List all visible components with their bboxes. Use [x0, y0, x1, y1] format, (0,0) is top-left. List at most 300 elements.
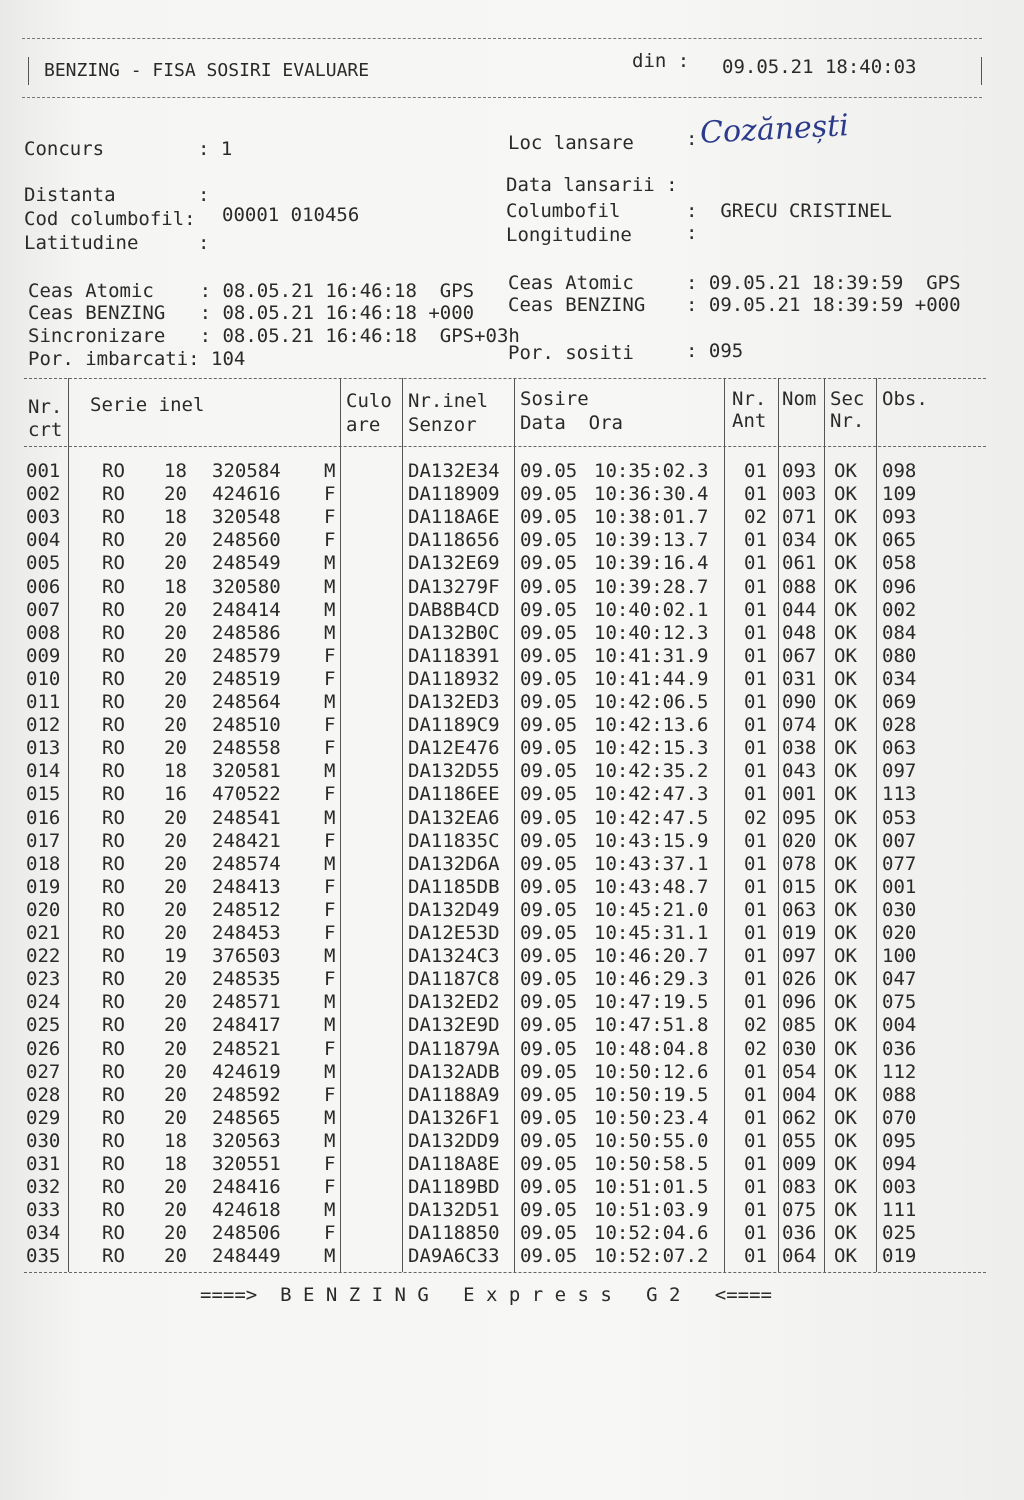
cell-year: 20: [164, 691, 187, 713]
cell-year: 20: [164, 991, 187, 1014]
cell-nom: 083: [782, 1176, 817, 1199]
cell-time: 10:36:30.4: [594, 483, 709, 506]
cell-date: 09.05: [520, 1199, 578, 1222]
cell-ring: 248541: [212, 806, 281, 829]
cell-sensor: DA132E34: [408, 460, 500, 482]
cell-sensor: DA132B0C: [408, 621, 500, 644]
cell-sensor: DA118850: [408, 1222, 500, 1245]
cell-year: 16: [164, 783, 187, 806]
cell-sec: OK: [834, 529, 857, 552]
cell-sex: F: [324, 875, 336, 898]
th-nr-ant-1: Nr.: [732, 388, 767, 410]
cell-ring: 248549: [212, 552, 281, 575]
header-right-bar: [981, 57, 982, 85]
concurs-label: Concurs: [24, 138, 105, 160]
cell-nom: 088: [782, 575, 817, 598]
cell-crt: 013: [26, 737, 61, 760]
table-row: [24, 1107, 990, 1130]
cell-ant: 01: [744, 598, 767, 621]
table-row: [24, 1199, 990, 1222]
cell-sec: OK: [834, 737, 857, 760]
cell-obs: 003: [882, 1176, 917, 1199]
table-row: [24, 853, 990, 876]
table-row: [24, 622, 990, 645]
cell-crt: 004: [26, 529, 61, 552]
cell-country: RO: [102, 1037, 125, 1060]
cell-country: RO: [102, 852, 125, 875]
cell-ring: 248416: [212, 1176, 281, 1199]
cell-crt: 025: [26, 1014, 61, 1037]
cell-crt: 034: [26, 1222, 61, 1245]
cell-sec: OK: [834, 852, 857, 875]
cell-sensor: DA132D55: [408, 760, 500, 783]
cell-time: 10:40:12.3: [594, 621, 709, 644]
cell-time: 10:42:13.6: [594, 714, 709, 737]
cell-ant: 01: [744, 552, 767, 575]
table-row: [24, 691, 990, 714]
cell-sex: M: [324, 1106, 336, 1129]
cell-nom: 004: [782, 1083, 817, 1106]
cell-sensor: DA118656: [408, 529, 500, 552]
cell-country: RO: [102, 691, 125, 713]
cell-ring: 248506: [212, 1222, 281, 1245]
cell-nom: 043: [782, 760, 817, 783]
cell-sec: OK: [834, 806, 857, 829]
table-top-rule: [24, 378, 986, 379]
cell-sensor: DA9A6C33: [408, 1245, 500, 1268]
cell-year: 20: [164, 852, 187, 875]
th-sosire: Sosire: [520, 388, 589, 410]
cell-time: 10:47:51.8: [594, 1014, 709, 1037]
cell-sec: OK: [834, 783, 857, 806]
cell-date: 09.05: [520, 667, 578, 690]
cell-sec: OK: [834, 1199, 857, 1222]
table-row: [24, 1014, 990, 1037]
cell-nom: 061: [782, 552, 817, 575]
cell-country: RO: [102, 598, 125, 621]
th-data-ora: Data Ora: [520, 412, 623, 434]
cell-ring: 320580: [212, 575, 281, 598]
table-row: [24, 668, 990, 691]
cell-year: 20: [164, 922, 187, 944]
cell-nom: 026: [782, 968, 817, 991]
cell-year: 20: [164, 806, 187, 829]
table-row: [24, 945, 990, 968]
loc-lansare-handwritten: Cozănești: [699, 108, 850, 151]
cell-time: 10:46:29.3: [594, 968, 709, 991]
por-sositi-label: Por. sositi: [508, 342, 634, 364]
cell-sec: OK: [834, 1037, 857, 1060]
cell-date: 09.05: [520, 1037, 578, 1060]
cell-time: 10:38:01.7: [594, 506, 709, 529]
cell-time: 10:35:02.3: [594, 460, 709, 482]
ceas-benzing-end-label: Ceas BENZING: [508, 294, 646, 316]
table-row: [24, 899, 990, 922]
th-are: are: [346, 414, 381, 436]
cell-ring: 376503: [212, 945, 281, 968]
cell-obs: 053: [882, 806, 917, 829]
cell-nom: 078: [782, 852, 817, 875]
cell-crt: 016: [26, 806, 61, 829]
cell-sec: OK: [834, 968, 857, 991]
cell-ant: 01: [744, 483, 767, 506]
cell-sensor: DA11835C: [408, 829, 500, 852]
table-row: [24, 737, 990, 760]
cell-date: 09.05: [520, 483, 578, 506]
cell-ring: 320551: [212, 1153, 281, 1175]
cell-sec: OK: [834, 1106, 857, 1129]
cell-ant: 01: [744, 875, 767, 898]
cell-year: 18: [164, 506, 187, 529]
cell-time: 10:47:19.5: [594, 991, 709, 1014]
cod-columbofil-label: Cod columbofil:: [24, 208, 196, 230]
cell-sex: M: [324, 460, 336, 482]
cell-nom: 095: [782, 806, 817, 829]
cell-date: 09.05: [520, 598, 578, 621]
cell-ant: 01: [744, 991, 767, 1014]
cell-sex: M: [324, 1060, 336, 1083]
cell-year: 20: [164, 1199, 187, 1222]
cell-ring: 248510: [212, 714, 281, 737]
cell-sex: F: [324, 898, 336, 921]
cell-nom: 067: [782, 644, 817, 667]
cell-country: RO: [102, 991, 125, 1014]
cell-ring: 470522: [212, 783, 281, 806]
cell-date: 09.05: [520, 1106, 578, 1129]
cell-nom: 062: [782, 1106, 817, 1129]
cell-ant: 01: [744, 922, 767, 944]
cell-sec: OK: [834, 1176, 857, 1199]
cell-obs: 002: [882, 598, 917, 621]
cell-country: RO: [102, 552, 125, 575]
cell-sensor: DA12E476: [408, 737, 500, 760]
cell-crt: 011: [26, 691, 61, 713]
cell-sec: OK: [834, 1083, 857, 1106]
cell-sec: OK: [834, 621, 857, 644]
cell-crt: 014: [26, 760, 61, 783]
din-label: din :: [632, 50, 690, 72]
cell-nom: 009: [782, 1153, 817, 1175]
cell-year: 20: [164, 644, 187, 667]
cell-obs: 070: [882, 1106, 917, 1129]
cell-sec: OK: [834, 1014, 857, 1037]
cell-time: 10:50:19.5: [594, 1083, 709, 1106]
por-imbarcati: Por. imbarcati: 104: [28, 348, 246, 370]
cell-sensor: DA11879A: [408, 1037, 500, 1060]
cell-time: 10:46:20.7: [594, 945, 709, 968]
cell-ant: 01: [744, 783, 767, 806]
cell-country: RO: [102, 1176, 125, 1199]
cell-ring: 248579: [212, 644, 281, 667]
table-row: [24, 1176, 990, 1199]
cell-country: RO: [102, 1245, 125, 1268]
cell-ant: 01: [744, 945, 767, 968]
cell-ant: 01: [744, 852, 767, 875]
cell-date: 09.05: [520, 691, 578, 713]
cell-year: 20: [164, 829, 187, 852]
cell-obs: 020: [882, 922, 917, 944]
cell-obs: 030: [882, 898, 917, 921]
report-title: BENZING - FISA SOSIRI EVALUARE: [44, 60, 370, 81]
th-crt: crt: [28, 419, 63, 441]
cell-obs: 058: [882, 552, 917, 575]
footer-banner: ====> B E N Z I N G E x p r e s s G 2 <====: [200, 1284, 772, 1306]
cell-sex: M: [324, 1129, 336, 1152]
cell-ring: 248414: [212, 598, 281, 621]
table-row: [24, 483, 990, 506]
cell-obs: 028: [882, 714, 917, 737]
cell-time: 10:40:02.1: [594, 598, 709, 621]
cell-country: RO: [102, 667, 125, 690]
cell-nom: 001: [782, 783, 817, 806]
th-nr-inel: Nr.inel: [408, 390, 489, 412]
table-row: [24, 830, 990, 853]
cell-sensor: DA132D6A: [408, 852, 500, 875]
cell-nom: 063: [782, 898, 817, 921]
cell-country: RO: [102, 506, 125, 529]
cell-ring: 248558: [212, 737, 281, 760]
cell-ant: 01: [744, 644, 767, 667]
loc-lansare-label: Loc lansare: [508, 132, 634, 154]
cell-sensor: DA1186EE: [408, 783, 500, 806]
cell-ring: 248512: [212, 898, 281, 921]
cell-obs: 034: [882, 667, 917, 690]
cell-ant: 02: [744, 1037, 767, 1060]
cell-sec: OK: [834, 945, 857, 968]
cell-country: RO: [102, 483, 125, 506]
cell-ring: 320584: [212, 460, 281, 482]
cell-crt: 001: [26, 460, 61, 482]
cell-country: RO: [102, 621, 125, 644]
cell-time: 10:50:12.6: [594, 1060, 709, 1083]
cell-ring: 424616: [212, 483, 281, 506]
cell-time: 10:41:31.9: [594, 644, 709, 667]
cell-obs: 112: [882, 1060, 917, 1083]
cell-date: 09.05: [520, 760, 578, 783]
cell-country: RO: [102, 1083, 125, 1106]
cell-sec: OK: [834, 1060, 857, 1083]
cell-year: 20: [164, 1083, 187, 1106]
cell-crt: 024: [26, 991, 61, 1014]
cell-ant: 01: [744, 737, 767, 760]
cell-sensor: DA132DD9: [408, 1129, 500, 1152]
cell-ant: 01: [744, 1060, 767, 1083]
th-serie-inel: Serie inel: [90, 394, 205, 416]
cell-crt: 019: [26, 875, 61, 898]
cell-time: 10:50:58.5: [594, 1153, 709, 1175]
cell-time: 10:45:31.1: [594, 922, 709, 944]
cell-crt: 009: [26, 644, 61, 667]
cell-nom: 038: [782, 737, 817, 760]
cell-time: 10:43:37.1: [594, 852, 709, 875]
cell-nom: 034: [782, 529, 817, 552]
cell-sex: F: [324, 667, 336, 690]
ceas-atomic-end-label: Ceas Atomic: [508, 272, 634, 294]
cell-obs: 100: [882, 945, 917, 968]
cell-nom: 015: [782, 875, 817, 898]
cell-time: 10:43:15.9: [594, 829, 709, 852]
table-row: [24, 714, 990, 737]
cell-sex: F: [324, 1176, 336, 1199]
cell-sensor: DA1326F1: [408, 1106, 500, 1129]
header-left-bar: [28, 57, 29, 85]
cell-obs: 080: [882, 644, 917, 667]
cell-country: RO: [102, 1153, 125, 1175]
cell-ring: 248564: [212, 691, 281, 713]
cell-ring: 248453: [212, 922, 281, 944]
cell-sec: OK: [834, 1222, 857, 1245]
cell-year: 20: [164, 968, 187, 991]
cell-ant: 01: [744, 1222, 767, 1245]
cell-crt: 033: [26, 1199, 61, 1222]
cell-nom: 096: [782, 991, 817, 1014]
cell-year: 20: [164, 483, 187, 506]
th-sec-nr: Nr.: [830, 410, 865, 432]
cell-year: 19: [164, 945, 187, 968]
cell-country: RO: [102, 806, 125, 829]
cell-year: 20: [164, 737, 187, 760]
table-row: [24, 552, 990, 575]
cell-country: RO: [102, 1222, 125, 1245]
cell-obs: 113: [882, 783, 917, 806]
cell-ring: 248586: [212, 621, 281, 644]
cell-sensor: DA132ED3: [408, 691, 500, 713]
cell-ant: 01: [744, 1199, 767, 1222]
cell-crt: 010: [26, 667, 61, 690]
cell-time: 10:42:47.5: [594, 806, 709, 829]
cell-crt: 012: [26, 714, 61, 737]
cell-date: 09.05: [520, 852, 578, 875]
cell-sex: M: [324, 598, 336, 621]
cell-ant: 01: [744, 667, 767, 690]
cell-crt: 031: [26, 1153, 61, 1175]
cell-obs: 095: [882, 1129, 917, 1152]
cell-country: RO: [102, 737, 125, 760]
cell-ring: 248413: [212, 875, 281, 898]
cell-country: RO: [102, 644, 125, 667]
table-row: [24, 1245, 990, 1268]
cell-sec: OK: [834, 598, 857, 621]
cell-sensor: DA118A8E: [408, 1153, 500, 1175]
cell-sensor: DA132E69: [408, 552, 500, 575]
cell-time: 10:39:13.7: [594, 529, 709, 552]
cell-year: 18: [164, 575, 187, 598]
cell-nom: 071: [782, 506, 817, 529]
cell-country: RO: [102, 1199, 125, 1222]
cell-date: 09.05: [520, 945, 578, 968]
table-row: [24, 1061, 990, 1084]
columbofil-value: : GRECU CRISTINEL: [686, 200, 892, 222]
ceas-benzing-start: Ceas BENZING : 08.05.21 16:46:18 +000: [28, 302, 475, 324]
cell-date: 09.05: [520, 644, 578, 667]
cell-nom: 036: [782, 1222, 817, 1245]
cell-country: RO: [102, 1129, 125, 1152]
cell-date: 09.05: [520, 552, 578, 575]
cell-ant: 01: [744, 760, 767, 783]
cell-crt: 005: [26, 552, 61, 575]
cell-sensor: DA118932: [408, 667, 500, 690]
cell-date: 09.05: [520, 991, 578, 1014]
cell-ring: 248560: [212, 529, 281, 552]
th-senzor: Senzor: [408, 414, 477, 436]
cell-sex: M: [324, 621, 336, 644]
cell-nom: 048: [782, 621, 817, 644]
table-row: [24, 460, 990, 483]
cell-sec: OK: [834, 991, 857, 1014]
cell-nom: 097: [782, 945, 817, 968]
cell-ant: 02: [744, 1014, 767, 1037]
cell-year: 20: [164, 1014, 187, 1037]
cell-ant: 01: [744, 1153, 767, 1175]
cell-time: 10:42:15.3: [594, 737, 709, 760]
cell-date: 09.05: [520, 1014, 578, 1037]
cell-country: RO: [102, 1060, 125, 1083]
cell-obs: 065: [882, 529, 917, 552]
cell-obs: 047: [882, 968, 917, 991]
cell-crt: 006: [26, 575, 61, 598]
cell-country: RO: [102, 714, 125, 737]
cell-sensor: DA132EA6: [408, 806, 500, 829]
latitudine-value: :: [198, 232, 210, 254]
cell-sensor: DA132D49: [408, 898, 500, 921]
cell-sex: M: [324, 806, 336, 829]
cell-year: 20: [164, 1222, 187, 1245]
latitudine-label: Latitudine: [24, 232, 139, 254]
concurs-value: : 1: [198, 138, 233, 160]
cell-obs: 069: [882, 691, 917, 713]
table-row: [24, 576, 990, 599]
th-sec: Sec: [830, 388, 865, 410]
ceas-atomic-end-value: : 09.05.21 18:39:59 GPS: [686, 272, 961, 294]
cell-obs: 077: [882, 852, 917, 875]
cell-time: 10:41:44.9: [594, 667, 709, 690]
cell-sensor: DA118909: [408, 483, 500, 506]
cell-crt: 008: [26, 621, 61, 644]
cell-sensor: DA1189C9: [408, 714, 500, 737]
ceas-atomic-start: Ceas Atomic : 08.05.21 16:46:18 GPS: [28, 280, 475, 302]
cell-sec: OK: [834, 691, 857, 713]
cell-sec: OK: [834, 1245, 857, 1268]
cell-date: 09.05: [520, 968, 578, 991]
cell-year: 20: [164, 529, 187, 552]
cell-obs: 036: [882, 1037, 917, 1060]
cell-country: RO: [102, 945, 125, 968]
por-sositi-value: : 095: [686, 340, 744, 362]
cell-obs: 019: [882, 1245, 917, 1268]
cell-country: RO: [102, 898, 125, 921]
cell-ant: 02: [744, 806, 767, 829]
ceas-benzing-end-value: : 09.05.21 18:39:59 +000: [686, 294, 961, 316]
cell-crt: 021: [26, 922, 61, 944]
cell-date: 09.05: [520, 829, 578, 852]
cell-crt: 023: [26, 968, 61, 991]
cell-ring: 248519: [212, 667, 281, 690]
cell-ant: 01: [744, 575, 767, 598]
cell-date: 09.05: [520, 898, 578, 921]
cell-date: 09.05: [520, 575, 578, 598]
cell-ring: 248521: [212, 1037, 281, 1060]
cell-date: 09.05: [520, 1153, 578, 1175]
cell-sensor: DA12E53D: [408, 922, 500, 944]
cell-crt: 035: [26, 1245, 61, 1268]
cell-ring: 320563: [212, 1129, 281, 1152]
cell-sec: OK: [834, 483, 857, 506]
cell-year: 20: [164, 621, 187, 644]
cell-ant: 01: [744, 621, 767, 644]
cell-obs: 004: [882, 1014, 917, 1037]
cell-sec: OK: [834, 667, 857, 690]
distanta-label: Distanta: [24, 184, 116, 206]
